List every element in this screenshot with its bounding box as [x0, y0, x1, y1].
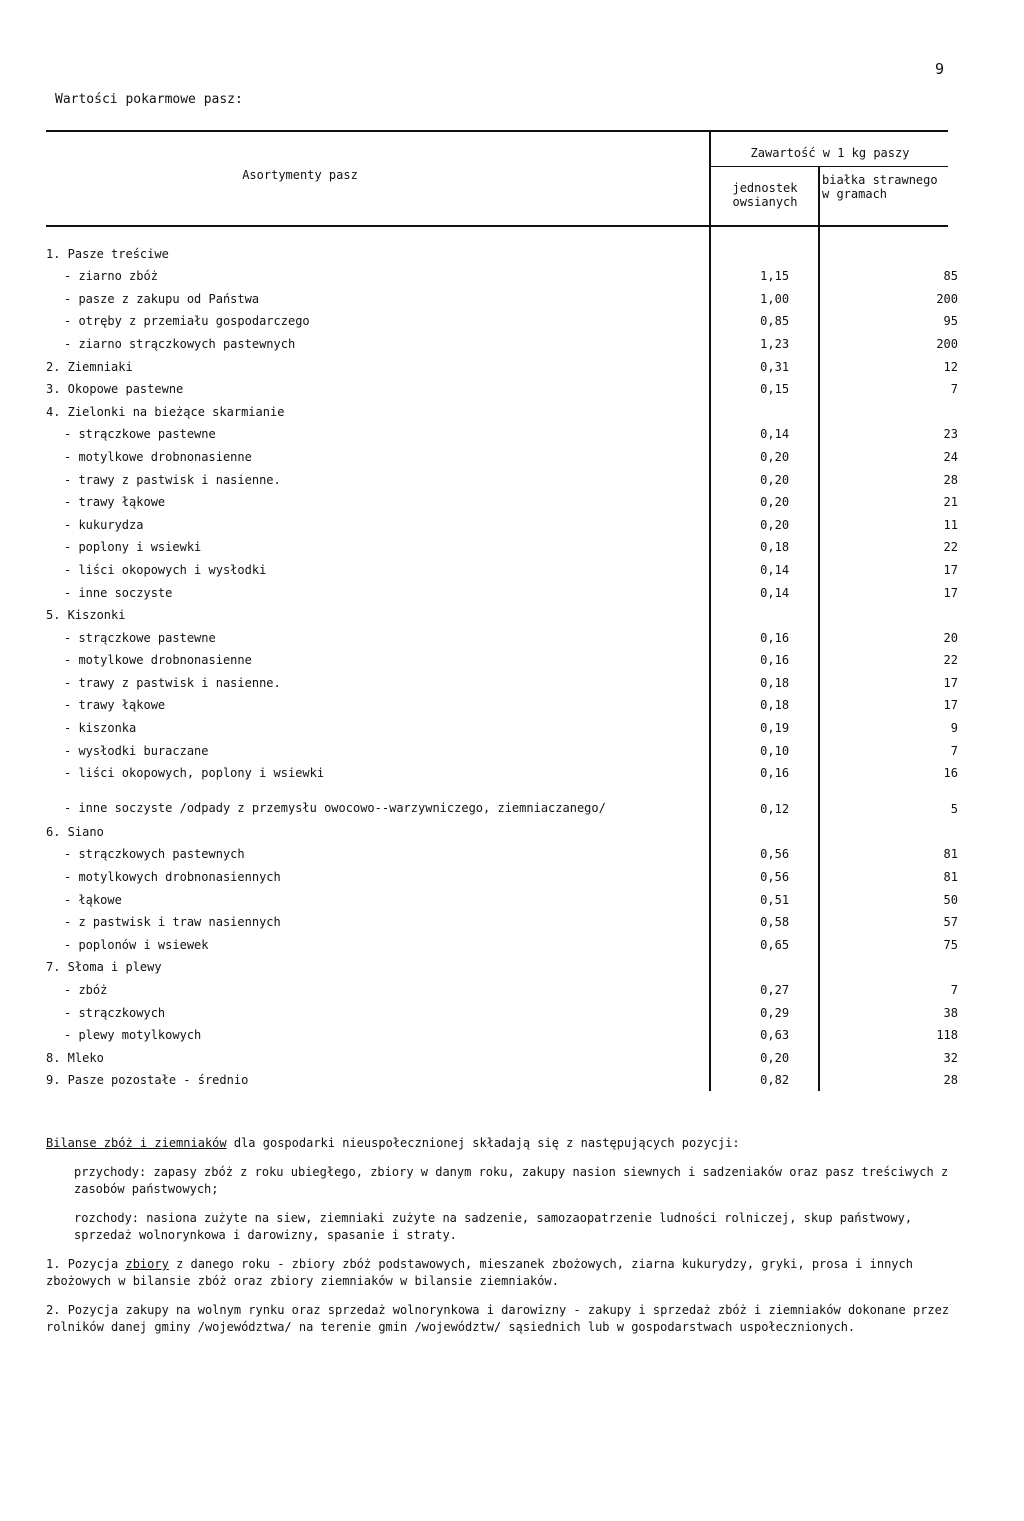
row-protein: 20	[943, 630, 958, 645]
notes-section	[46, 1135, 966, 1348]
row-protein: 7	[950, 983, 958, 997]
table-row	[46, 328, 958, 351]
row-oat-units: 0,20	[760, 517, 790, 532]
row-protein	[829, 600, 958, 623]
header-digestible-protein: białka strawnego w gramach	[822, 173, 938, 201]
table-row	[46, 261, 958, 284]
table-row	[46, 690, 958, 713]
row-protein: 28	[943, 1073, 958, 1088]
row-oat-units: 0,20	[760, 472, 790, 487]
table-row	[46, 532, 958, 555]
row-protein	[829, 816, 958, 839]
table-row	[46, 929, 958, 952]
row-protein: 9	[950, 721, 958, 736]
row-protein: 75	[943, 937, 958, 952]
row-label: - kukurydza	[64, 517, 144, 532]
row-protein: 200	[936, 291, 958, 306]
table-row	[46, 238, 958, 261]
row-protein: 7	[950, 382, 958, 397]
row-oat-units: 0,16	[760, 630, 790, 645]
row-oat-units: 0,63	[760, 1028, 790, 1043]
row-label: - motylkowych drobnonasiennych	[64, 870, 281, 885]
row-label: - trawy łąkowe	[64, 495, 166, 510]
row-oat-units	[720, 600, 829, 623]
table-row	[46, 735, 958, 758]
row-label: 5. Kiszonki	[46, 608, 126, 623]
row-oat-units: 0,18	[760, 675, 790, 690]
table-row	[46, 1065, 958, 1088]
row-protein: 57	[943, 915, 958, 930]
row-label: - zbóż	[64, 983, 108, 997]
group-header-rule	[710, 166, 948, 167]
row-label: - strączkowych pastewnych	[64, 847, 245, 862]
note-1	[46, 1256, 966, 1290]
row-protein	[829, 238, 958, 261]
row-label: - trawy z pastwisk i nasienne.	[64, 472, 281, 487]
row-protein	[829, 952, 958, 975]
row-protein: 17	[943, 585, 958, 600]
row-label: - trawy łąkowe	[64, 698, 166, 713]
row-label: - motylkowe drobnonasienne	[64, 449, 252, 464]
table-row	[46, 283, 958, 306]
row-oat-units: 0,16	[760, 653, 790, 668]
row-label: - ziarno zbóż	[64, 269, 158, 284]
row-protein: 95	[943, 314, 958, 329]
row-oat-units: 0,58	[760, 915, 790, 930]
table-row	[46, 861, 958, 884]
row-label: - plewy motylkowych	[64, 1028, 202, 1043]
row-protein: 22	[943, 653, 958, 668]
row-oat-units	[720, 816, 829, 839]
row-oat-units: 0,65	[760, 937, 790, 952]
row-label: - otręby z przemiału gospodarczego	[64, 314, 310, 329]
header-top-rule	[46, 130, 948, 132]
row-oat-units: 0,20	[760, 495, 790, 510]
row-label: 1. Pasze treściwe	[46, 246, 169, 261]
row-label: - pasze z zakupu od Państwa	[64, 291, 260, 306]
feed-values-table	[46, 238, 958, 1087]
row-oat-units: 1,23	[760, 336, 790, 351]
row-oat-units: 0,18	[760, 540, 790, 555]
row-oat-units: 0,16	[760, 766, 790, 781]
notes-intro-rest: dla gospodarki nieuspołecznionej składają się z następujących pozycji:	[226, 1136, 740, 1150]
table-row	[46, 816, 958, 839]
table-row	[46, 487, 958, 510]
row-protein: 16	[943, 766, 958, 781]
row-oat-units: 1,00	[760, 291, 790, 306]
header-oat-units: jednostek owsianych	[732, 181, 798, 209]
page-title: Wartości pokarmowe pasz:	[55, 92, 243, 107]
header-assortment: Asortymenty pasz	[242, 168, 358, 182]
table-row	[46, 396, 958, 419]
row-protein: 17	[943, 675, 958, 690]
note-2-number: 2.	[46, 1303, 61, 1317]
table-row	[46, 839, 958, 862]
table-row	[46, 974, 958, 997]
row-protein: 38	[943, 1005, 958, 1020]
note-1-text-b: z danego roku - zbiory zbóż podstawowych, mieszanek zbożowych, ziarna kukurydzy, gryki, prosa i innych zbożowych w bilansie zbóż oraz zbiory ziemniaków w bilansie ziemniaków.	[46, 1257, 913, 1288]
row-label: - strączkowych	[64, 1005, 166, 1020]
row-oat-units: 0,20	[760, 1050, 790, 1065]
table-row	[46, 952, 958, 975]
page-number: 9	[935, 60, 945, 78]
row-label: 4. Zielonki na bieżące skarmianie	[46, 404, 285, 419]
row-oat-units: 0,10	[760, 743, 790, 758]
row-label: - trawy z pastwisk i nasienne.	[64, 675, 281, 690]
row-protein	[829, 396, 958, 419]
row-protein: 81	[943, 870, 958, 885]
table-row	[46, 509, 958, 532]
row-protein: 50	[943, 892, 958, 907]
row-oat-units: 0,27	[760, 983, 790, 997]
notes-income: przychody: zapasy zbóż z roku ubiegłego, zbiory w danym roku, zakupy nasion siewnych i sadzeniaków oraz pasz treściwych z zasobów państwowych;	[74, 1165, 949, 1196]
row-label: - liści okopowych i wysłodki	[64, 562, 267, 577]
row-protein: 118	[936, 1028, 958, 1043]
table-row	[46, 441, 958, 464]
notes-expenditure: rozchody: nasiona zużyte na siew, ziemniaki zużyte na sadzenie, samozaopatrzenie ludności rolniczej, skup państwowy, sprzedaż wolnorynkowa i darowizny, spasanie i straty.	[74, 1211, 913, 1242]
note-2-text: Pozycja zakupy na wolnym rynku oraz sprzedaż wolnorynkowa i darowizny - zakupy i sprzedaż zbóż i ziemniaków dokonane przez rolników danej gminy /województwa/ na terenie gmin /województw/ sąsiednich lub w gospodarstwach uspołecznionych.	[46, 1303, 950, 1334]
table-row	[46, 622, 958, 645]
table-row	[46, 780, 958, 816]
row-label: - poplonów i wsiewek	[64, 937, 209, 952]
row-label: - ziarno strączkowych pastewnych	[64, 336, 296, 351]
header-content-group: Zawartość w 1 kg paszy	[750, 146, 910, 160]
note-1-text-a: Pozycja	[67, 1257, 126, 1271]
row-oat-units	[720, 396, 829, 419]
table-row	[46, 464, 958, 487]
row-protein: 85	[943, 269, 958, 284]
table-row	[46, 997, 958, 1020]
note-2	[46, 1302, 966, 1336]
row-oat-units	[720, 952, 829, 975]
row-protein: 17	[943, 698, 958, 713]
table-row	[46, 419, 958, 442]
row-label: 9. Pasze pozostałe - średnio	[46, 1073, 249, 1088]
table-row	[46, 884, 958, 907]
row-label: 7. Słoma i plewy	[46, 960, 162, 975]
row-oat-units: 0,85	[760, 314, 790, 329]
row-oat-units: 0,14	[760, 427, 790, 442]
row-oat-units	[720, 238, 829, 261]
row-oat-units: 0,12	[760, 802, 790, 817]
table-row	[46, 1042, 958, 1065]
table-row	[46, 374, 958, 397]
row-label: - inne soczyste	[64, 585, 173, 600]
row-protein: 17	[943, 562, 958, 577]
table-row	[46, 554, 958, 577]
row-oat-units: 0,29	[760, 1005, 790, 1020]
row-oat-units: 0,14	[760, 585, 790, 600]
row-protein: 200	[936, 336, 958, 351]
row-oat-units: 0,20	[760, 449, 790, 464]
row-protein: 28	[943, 472, 958, 487]
row-label: 8. Mleko	[46, 1050, 104, 1065]
row-oat-units: 1,15	[760, 269, 790, 284]
row-label: - poplony i wsiewki	[64, 540, 202, 555]
row-label: - wysłodki buraczane	[64, 743, 209, 758]
row-oat-units: 0,18	[760, 698, 790, 713]
row-oat-units: 0,14	[760, 562, 790, 577]
row-label: - strączkowe pastewne	[64, 427, 216, 442]
notes-intro-underlined: Bilanse zbóż i ziemniaków	[46, 1136, 227, 1150]
table-row	[46, 577, 958, 600]
table-row	[46, 1020, 958, 1043]
row-oat-units: 0,15	[760, 382, 790, 397]
row-protein: 7	[950, 743, 958, 758]
table-row	[46, 351, 958, 374]
row-protein: 23	[943, 427, 958, 442]
table-row	[46, 758, 958, 781]
table-row	[46, 712, 958, 735]
row-protein: 21	[943, 495, 958, 510]
row-label: - z pastwisk i traw nasiennych	[64, 915, 281, 930]
row-label: 6. Siano	[46, 824, 104, 839]
row-protein: 12	[943, 359, 958, 374]
table-row	[46, 306, 958, 329]
row-oat-units: 0,31	[760, 359, 790, 374]
row-protein: 11	[943, 517, 958, 532]
row-label: - strączkowe pastewne	[64, 630, 216, 645]
row-label: - łąkowe	[64, 892, 122, 907]
table-row	[46, 645, 958, 668]
row-protein: 81	[943, 847, 958, 862]
note-1-underlined: zbiory	[125, 1257, 169, 1271]
note-1-number: 1.	[46, 1257, 61, 1271]
row-oat-units: 0,82	[760, 1073, 790, 1088]
row-oat-units: 0,56	[760, 870, 790, 885]
row-oat-units: 0,19	[760, 721, 790, 736]
row-protein: 5	[950, 802, 958, 817]
row-oat-units: 0,56	[760, 847, 790, 862]
table-row	[46, 600, 958, 623]
table-row	[46, 907, 958, 930]
row-protein: 22	[943, 540, 958, 555]
row-label: 3. Okopowe pastewne	[46, 382, 184, 397]
row-label: 2. Ziemniaki	[46, 359, 133, 374]
row-protein: 24	[943, 449, 958, 464]
row-label: - kiszonka	[64, 721, 137, 736]
row-protein: 32	[943, 1050, 958, 1065]
notes-intro	[46, 1135, 966, 1152]
row-label: - inne soczyste /odpady z przemysłu owocowo--warzywniczego, ziemniaczanego/	[64, 801, 606, 816]
table-row	[46, 667, 958, 690]
row-oat-units: 0,51	[760, 892, 790, 907]
row-label: - motylkowe drobnonasienne	[64, 653, 252, 668]
row-label: - liści okopowych, poplony i wsiewki	[64, 766, 325, 781]
header-bottom-rule	[46, 225, 948, 227]
